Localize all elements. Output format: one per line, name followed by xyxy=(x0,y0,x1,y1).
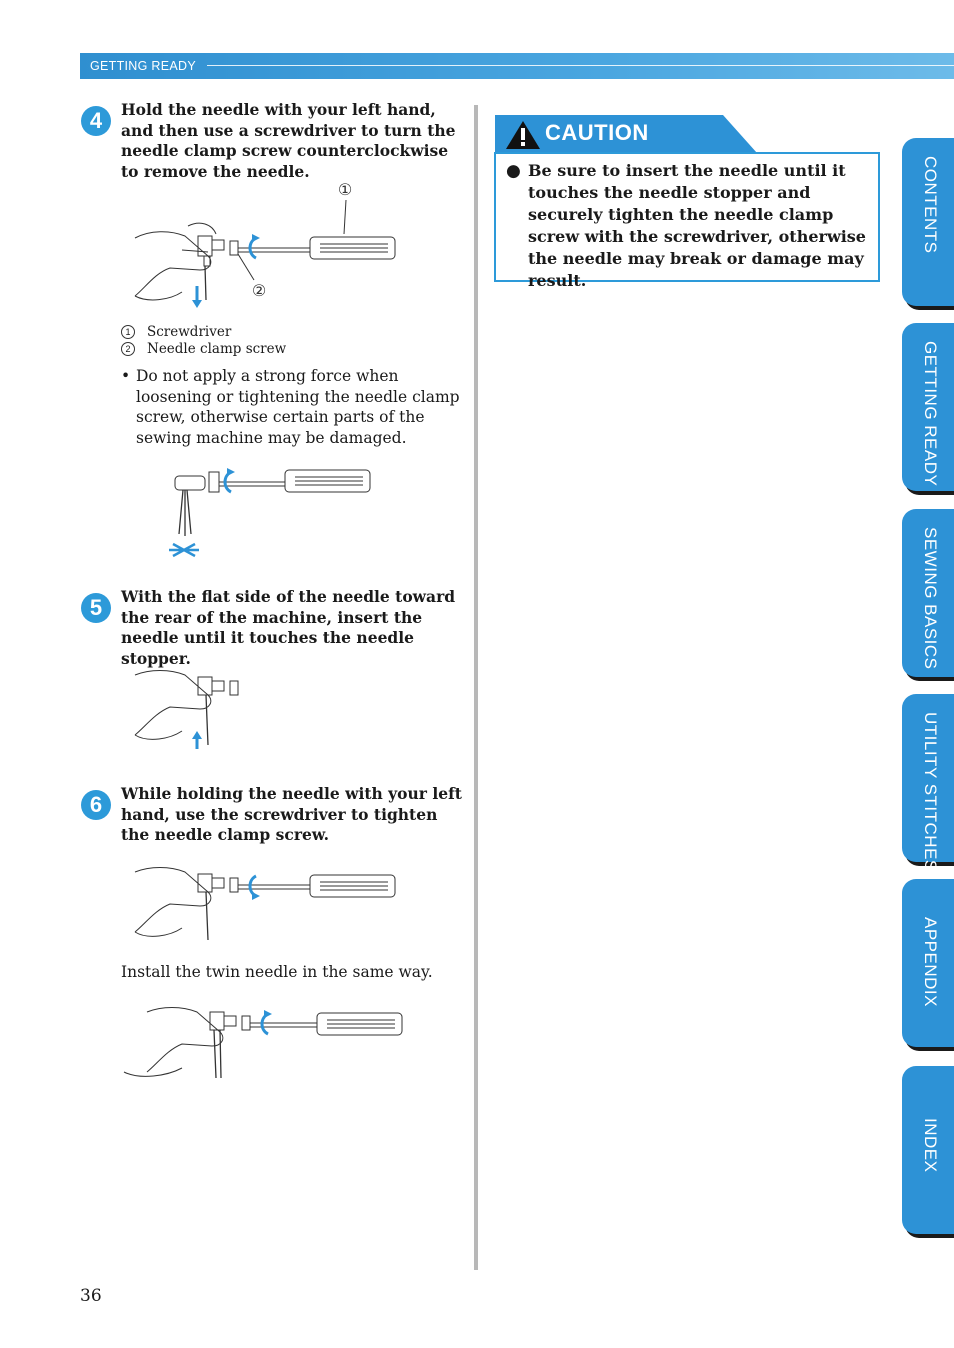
step-6-text: While holding the needle with your left hand, use the screwdriver to tighten the needle clamp screw. xyxy=(121,784,462,844)
column-divider xyxy=(474,105,478,1270)
legend-item-1 xyxy=(121,324,231,341)
tab-utility-stitches-label: UTILITY STITCHES xyxy=(921,712,940,872)
section-header-bar xyxy=(80,53,954,79)
illustration-tighten-screw xyxy=(130,862,410,947)
caution-title: CAUTION xyxy=(545,120,649,145)
tab-utility-stitches[interactable] xyxy=(902,694,954,872)
legend-label-1: Screwdriver xyxy=(147,324,232,340)
tab-appendix[interactable] xyxy=(902,879,954,1047)
tab-index[interactable] xyxy=(902,1066,954,1234)
bullet-dot: • xyxy=(121,367,131,385)
tab-index-label: INDEX xyxy=(921,1118,940,1173)
caution-text: Be sure to insert the needle until it touches the needle stopper and securely tighten the needle clamp screw with the screwdriver, otherwise the needle may break or damage may result. xyxy=(528,161,866,290)
header-rule xyxy=(207,65,954,66)
tab-sewing-basics-label: SEWING BASICS xyxy=(921,527,940,670)
step-6-badge: 6 xyxy=(81,790,111,820)
step-4-badge: 4 xyxy=(81,106,111,136)
tab-getting-ready-label: GETTING READY xyxy=(921,341,940,487)
illustration-force-warning xyxy=(165,462,380,562)
callout-1: ① xyxy=(337,180,353,199)
step-5-text: With the flat side of the needle toward the rear of the machine, insert the needle until it touches the needle stopper. xyxy=(121,587,456,668)
legend-item-2 xyxy=(121,341,286,358)
caution-bullet: ● xyxy=(506,161,521,181)
tab-sewing-basics[interactable] xyxy=(902,509,954,677)
page-number: 36 xyxy=(80,1286,102,1306)
legend-num-1: 1 xyxy=(121,325,135,339)
caution-box xyxy=(494,152,880,290)
callout-2: ② xyxy=(251,281,267,300)
tab-contents[interactable] xyxy=(902,138,954,306)
legend-label-2: Needle clamp screw xyxy=(147,341,287,357)
tab-getting-ready[interactable] xyxy=(902,323,954,491)
step-5-badge: 5 xyxy=(81,593,111,623)
note-bullet xyxy=(121,366,461,448)
note-text: Do not apply a strong force when loosening or tightening the needle clamp screw, otherwise certain parts of the sewing machine may be damaged. xyxy=(136,367,460,447)
illustration-remove-needle xyxy=(130,178,410,313)
legend-num-2: 2 xyxy=(121,342,135,356)
tab-contents-label: CONTENTS xyxy=(921,156,940,254)
illustration-insert-needle xyxy=(130,665,250,755)
twin-needle-note: Install the twin needle in the same way. xyxy=(121,963,433,981)
illustration-twin-needle xyxy=(122,1002,412,1087)
tab-appendix-label: APPENDIX xyxy=(921,917,940,1007)
section-header-label: GETTING READY xyxy=(90,59,196,73)
step-4-text: Hold the needle with your left hand, and then use a screwdriver to turn the needle clamp screw counterclockwise to remove the needle. xyxy=(121,100,456,181)
